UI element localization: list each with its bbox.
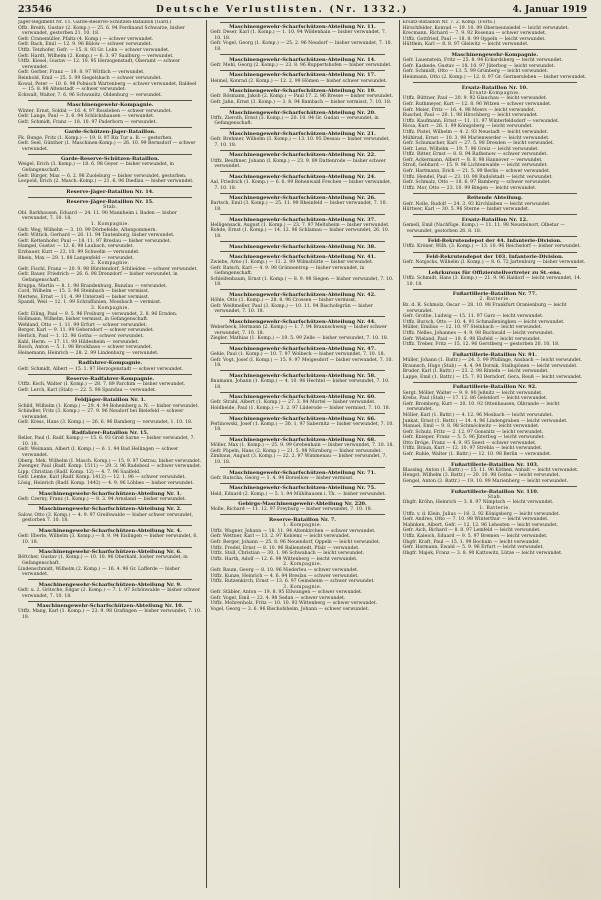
casualty-entry: Gefr. Bach, Emil — 12. 9. 96 Bülow — schwer verwundet. <box>18 42 152 48</box>
section-rule <box>28 100 192 101</box>
casualty-entry: Gefr. Grothe, Ludwig — 15. 11. 97 Garz — leicht verwundet. <box>402 314 544 320</box>
subsection-heading: 1. Kompagnie. <box>283 523 322 529</box>
casualty-entry: Gengel, Anton (3. Battr.) — 19. 10. 99 Marienberg — leicht verwundet. <box>402 479 569 485</box>
casualty-entry: Gefr. Meier, Fritz — 16. 4. 98 Moers — leicht verwundet. <box>402 107 536 113</box>
section-heading: Maschinengewehr-Scharfschützen-Abteilung Nr. 9. <box>38 581 182 588</box>
section-heading: Reserve-Jäger-Bataillon Nr. 15. <box>66 199 154 206</box>
casualty-entry: Gefr. Ratsch, Karl — 4. 9. 98 Grünnentrop — bisher verwundet, in Gefangenschaft. <box>210 265 365 277</box>
casualty-entry: Utffz. Rutzenkirch, Ernst — 13. 6. 97 Geinsheim — schwer verwundet. <box>210 579 375 585</box>
casualty-entry: Gefr. Kettenhofer, Paul — 18. 11. 97 Breslau — bisher verwundet. <box>18 238 172 244</box>
casualty-entry: Utffz. Kröner, Wilh. (3. Komp.) — 13. 10. 96 Reichsdorf — bisher verwundet. <box>402 244 581 250</box>
section-rule <box>413 289 577 290</box>
casualty-entry: Gefr. Nolle, Rudolf — 24. 3. 93 Kirchlaiben — leicht verwundet. <box>402 201 551 207</box>
casualty-entry: Utffz. Kaleich, Eduard — 9. 5. 97 Bremen — leicht verwundet. <box>402 534 548 539</box>
casualty-entry: Reinhold, Emil — 25. 5. 99 Siegelsbach — schwer verwundet. <box>18 75 162 81</box>
casualty-entry: Gefr. Brehmer, Wilhelm (3. Komp.) — 13. 10. 95 Dessau — bisher verwundet, 7. 10. 18. <box>210 137 390 148</box>
casualty-entry: Utffz. Stoll, Christian — 30. 1. 96 Schwabach — leicht verwundet. <box>210 551 365 557</box>
casualty-entry: Gefr. Rutscha, Georg — 1. 4. 94 Borsellow — bisher vermisst. <box>210 475 354 481</box>
section-rule <box>220 214 384 215</box>
section-rule <box>220 150 384 151</box>
casualty-entry: Blassing, Anton (1. Battr.) — 15. 11. 96 Köthen, Anhalt — leicht verwundet. <box>402 467 579 473</box>
casualty-entry: Obgfr. Kraft, Paul — 15. 1. 99 Bochum — leicht verwundet. <box>402 539 541 545</box>
column-middle <box>206 20 394 888</box>
section-rule <box>220 413 384 414</box>
section-heading: Maschinengewehr-Scharfschützen-Abteilung Nr. 2. <box>38 506 182 513</box>
casualty-entry: Zwenger, Paul (Radf. Komp. 1511) — 29. 3. 96 Radebeul — schwer verwundet. <box>18 464 202 470</box>
section-heading: Reitende Abteilung. <box>466 195 523 202</box>
casualty-entry: Utffz. Büttner, Paul — 20. 9. 92 Glauchau — leicht verwundet. <box>402 96 548 102</box>
casualty-entry: Gefr. Kress, Hans (3. Komp.) — 26. 6. 96 Bamberg — verwundet, 1. 10. 18. <box>18 420 193 426</box>
casualty-entry: Gefr. Schmalz, Otto — 18. 6. 97 Bamberg — schwer verwundet. <box>402 180 551 186</box>
casualty-entry: Lindenschmidt, Wilhelm (2. Komp.) — 16. 4. 96 Gr. Lafferde — bisher verwundet. <box>18 566 180 578</box>
casualty-entry: Gefr. Weg, Wilhelm — 3. 10. 99 Dörbefelde, Altenpommern. <box>18 227 157 233</box>
casualty-entry: Utffz. Fredel, Ernst — 8. 10. 96 Ballenstedt, Pfalz — verwundet. <box>210 545 360 551</box>
casualty-entry: Winter, Ernst, Soldat — 16. 4. 97 Rossleben — schwer verwundet. <box>18 108 172 114</box>
section-rule <box>220 54 384 55</box>
section-rule <box>220 343 384 344</box>
casualty-entry: Ricsa, Kurt — 26. 1. 99 Königsberg — leicht verwundet. <box>402 124 533 130</box>
casualty-entry: Gemell, Emil (Nachfüge. Komp.) — 11. 11. 98 Neusteinort, Olbetar — verwundet, gestorben 26. 8. 18. <box>402 223 565 234</box>
section-rule <box>413 214 577 215</box>
casualty-entry: Rhein, Max — 29. 1. 88 Langenfeld — verwundet. <box>18 255 134 261</box>
casualty-entry: Müller, Johann (1. Battr.) — 24. 5. 99 Pfullinge, Ansbach — leicht verwundet. <box>402 357 582 363</box>
page-header <box>18 2 587 18</box>
casualty-entry: Gefr. Seel, Günther (1. Maschinen-Komp.) — 26. 10. 99 Bernsdorf — schwer verwundet. <box>18 141 196 152</box>
casualty-entry: Möller, Karl (1. Battr.) — 4. 12. 96 Mosbach — leicht verwundet. <box>402 412 553 418</box>
subsection-heading: 3. Kompagnie. <box>90 305 130 311</box>
casualty-entry: Gefr. Eiling, Paul — 9. 5. 96 Freiburg — verwundet, 2. 8. 96 Ernden. <box>18 311 178 317</box>
casualty-entry: Bruder, Karl (I. Battr.) — 23. 2. 98 Rinteln — leicht verwundet. <box>402 369 549 375</box>
section-rule <box>413 486 577 487</box>
section-heading: Maschinengewehr-Scharfschützen-Abteilung Nr. 66. <box>229 415 376 422</box>
casualty-entry: Kruppa, Martin — 8. 1. 98 Brandenburg, Bunzlau — verwundet. <box>18 283 168 289</box>
section-rule <box>220 514 384 515</box>
subsection-heading: 1. Batterie. <box>479 506 511 512</box>
section-heading: Maschinengewehr-Scharfschützen-Abteilung Nr. 10. <box>36 603 184 610</box>
casualty-entry: Gefr. Hartmann, Erich — 21. 5. 99 Berlin — schwer verwundet. <box>402 169 551 175</box>
section-heading: Fußartillerie-Bataillon Nr. 103. <box>451 461 539 468</box>
issue-date: 4. Januar 1919 <box>512 4 587 15</box>
casualty-entry: Böttcher, Gustav (1. Komp.) — 10. 10. 96 Oberkahl, bisher verwundet, in Gefangenschaft. <box>18 555 188 566</box>
section-heading: Maschinengewehr-Scharfschützen-Abteilung Nr. 60. <box>229 394 376 401</box>
casualty-entry: Gefr. Pöpeln, Hans (2. Komp.) — 21. 5. 98 Nürnberg — bisher verwundet. <box>210 448 382 454</box>
casualty-entry: Gefr. Lauenstein, Fritz — 25. 8. 94 Eckardsberg — leicht verwundet. <box>402 58 563 64</box>
section-rule <box>413 459 577 460</box>
section-rule <box>28 488 192 489</box>
casualty-entry: Utffz. Mohrenholz, Fritz — 10. 10. 93 Wittenberg — schwer verwundet. <box>210 601 378 607</box>
section-heading: Maschinengewehr-Scharfschützen-Abteilung Nr. 11. <box>229 24 376 30</box>
section-rule <box>220 86 384 87</box>
casualty-entry: Hüttwer, Karl — 30. 5. 96 Sterne — bisher verwundet. <box>402 207 530 213</box>
casualty-entry: Held, Eduard (2. Komp.) — 5. 1. 94 Mühlhausen i. Th. — bisher verwundet. <box>210 491 386 497</box>
casualty-entry: Gefr. Harmann, Ewald — 5. 9. 96 Erfurt — leicht verwundet. <box>402 545 544 551</box>
section-heading: Maschinengewehr-Scharfschützen-Abteilung Nr. 19. <box>229 88 376 95</box>
casualty-entry: Utffz. Bursch, Otto — 10. 4. 91 Schmalleningken — leicht verwundet. <box>402 319 565 325</box>
section-rule <box>413 82 577 83</box>
casualty-entry: Jäger-Regiment Nr. 11. Garde-Reserve-Schützen-Bataillon (Gard.) <box>18 20 172 25</box>
casualty-entry: Utffz. Treber, Fritz — 15. 12. 96 Gerstberg — gestorben 20. 10. 18. <box>402 342 560 348</box>
casualty-entry: Utffz. Beuthner, Johann (I. Komp.) — 23. 9. 89 Dattenrode — bisher schwer verwundet. <box>210 158 386 170</box>
section-rule <box>220 171 384 172</box>
casualty-entry: Braunsch, Hugo (Stab) — 4. 4. 94 Dornik, Stallupönen — leicht verwundet. <box>402 363 578 369</box>
casualty-entry: Gefr. Schumacher, Karl — 27. 5. 98 Dresden — leicht verwundet. <box>402 141 555 147</box>
section-rule <box>220 467 384 468</box>
casualty-entry: Höhle, Otto (1. Komp.) — 28. 8. 96 Crossen — bisher vermisst. <box>210 298 357 304</box>
section-heading: Maschinengewehr-Scharfschützen-Abteilung Nr. 75. <box>229 485 376 492</box>
section-heading: Lehrkursus für Offizierstellvertreter zu St.-ens. <box>428 269 562 276</box>
casualty-entry: Schleifenbaum, Ernst (1. Komp.) — 8. 9. 98 Siegen — bisher verwundet, 7. 10. 18. <box>210 276 394 288</box>
section-heading: Maschinengewehr-Scharfschützen-Abteilung Nr. 42. <box>229 291 376 298</box>
casualty-entry: Utffz. v. d. Klein, Julius — 18. 3. 92 Königsberg — leicht verwundet. <box>402 511 561 517</box>
section-heading: Maschinengewehr-Scharfschützen-Abteilung Nr. 41. <box>229 253 376 260</box>
section-rule <box>28 547 192 548</box>
page-number: 23546 <box>18 4 53 15</box>
section-heading: Reserve-Jäger-Bataillon Nr. 14. <box>66 188 154 195</box>
publication-title: Deutsche Verlustlisten. (Nr. 1332.) <box>155 4 409 15</box>
casualty-entry: Zimbaus, August (3. Komp.) — 22. 2. 97 Wimmenau — bisher verwundet, 7. 10. 18. <box>210 454 387 465</box>
subsection-heading: 2. Batterie. <box>479 297 511 303</box>
casualty-entry: Gefr. Berger, Johann — 25. 8. 96 Neuendorf, Oppeln — leicht verwundet. <box>210 539 381 545</box>
section-heading: Maschinengewehr-Scharfschützen-Abteilung Nr. 22. <box>229 152 376 159</box>
section-rule <box>220 241 384 242</box>
section-rule <box>28 358 192 359</box>
section-rule <box>413 193 577 194</box>
casualty-entry: Utffz. Braun, Kurt — 12. 10. 97 Strehla — leicht verwundet. <box>402 446 543 452</box>
casualty-entry: Ziegler, Mathias (1. Komp.) — 19. 5. 99 Zelle — bisher verwundet, 7. 10. 18. <box>210 336 389 342</box>
section-rule <box>28 127 192 128</box>
section-rule <box>413 252 577 253</box>
section-heading: Maschinengewehr-Scharfschützen-Abteilung Nr. 47. <box>229 345 376 352</box>
section-heading: Fußartillerie-Bataillon Nr. 110. <box>451 488 539 495</box>
casualty-entry: Kowal, Peter — 10. 6. 98 Polnisch Wartenberg — schwer verwundet, Baldeel — 15. 8. 98 Altenstadt — schwer verwundet. <box>18 81 197 93</box>
section-heading: Maschinengewehr-Scharfschützen-Abteilung Nr. 4. <box>38 527 182 534</box>
subsection-heading: 3. Kompagnie. <box>283 584 322 590</box>
casualty-entry: Gefr. Wieland, Paul — 18. 6. 98 Eisfeld — leicht verwundet. <box>402 336 542 342</box>
casualty-entry: Utffz. Zieroth, Ernst (3. Komp.) — 20. 10. 94 Gr. Gudan — verwundet, in Gefangenschaft. <box>210 115 379 127</box>
casualty-entry: Vogel, Georg — 3. 6. 96 Bischofsheim, Johann — schwer verwundet. <box>210 607 370 613</box>
casualty-entry: Gefr. Ackermann, Albert — 8. 8. 98 Hannover — verwundet. <box>402 157 543 163</box>
section-rule <box>28 525 192 526</box>
casualty-entry: Leopold, Erich (2. Masch.-Komp.) — 21. 6. 96 Diedlau — bisher verwundet. <box>18 179 194 185</box>
casualty-entry: Molle, Richard — 11. 12. 97 Freyburg — bisher verwundet, 7. 10. 18. <box>210 507 373 513</box>
casualty-entry: Hüttlein, Karl — 8. 8. 97 Gleiwitz — leicht verwundet. <box>402 42 529 48</box>
casualty-entry: Möller, Max (1. Komp.) — 25. 9. 99 Grebenhain — bisher verwundet, 7. 10. 18. <box>210 443 394 449</box>
casualty-entry: Gefr. Vogel, Emil — 22. 4. 98 Sedan — schwer verwundet. <box>210 595 346 601</box>
casualty-entry: Gefr. Fischl, Franz — 20. 9. 98 Bürstendorf, Schlieiden — schwer verwundet. <box>18 266 198 272</box>
casualty-entry: Stroll, Gebhard — 15. 9. 96 Lichtenwalde — leicht verwundet. <box>402 163 548 169</box>
casualty-entry: Mahnken, Albert, Gefr. — 12. 12. 96 Lehesten — leicht verwundet. <box>402 522 559 528</box>
casualty-entry: Utffz. Schmidt, Hans (3. Komp.) — 21. 9. 96 Haldorf — leicht verwundet, 14. 10. 18. <box>402 276 582 287</box>
casualty-entry: Gefr. Lerch, Karl (Stab) — 22. 5. 98 Spandau — verwundet. <box>18 387 157 393</box>
casualty-entry: Aal, Friedrich (1. Komp.) — 6. 6. 99 Rehenwald Frechen — bisher verwundet, 7. 10. 18. <box>210 179 392 191</box>
casualty-entry: Junkat, Ernst (1. Battr.) — 14. 4. 96 Lindengraben — leicht verwundet. <box>402 418 568 424</box>
casualty-entry: Wehland, Otto — 1. 11. 99 Erfurt — schwer verwundet. <box>18 322 147 328</box>
section-heading: Maschinengewehr-Scharfschützen-Abteilung Nr. 14. <box>229 56 376 63</box>
casualty-entry: Cord, Wilhelm — 15. 3. 96 Steinbach — bisher vermisst. <box>18 289 150 295</box>
casualty-entry: Hollmann, Wilhelm, bisher vermisst, in Gefangenschaft. <box>18 317 149 323</box>
section-heading: Feld-Rekrutendepot der 103. Infanterie-Division. <box>426 254 564 261</box>
casualty-entry: Gefr. Ruthmeyer, Kurt — 12. 8. 96 Witzen — schwer verwundet. <box>402 101 552 107</box>
casualty-entry: Krecmann, Richard — 7. 9. 92 Rosenau — schwer verwundet. <box>402 31 547 37</box>
casualty-entry: Gefr. Cranemüller, Pfaltz (4. Komp.) — schwer verwundet. <box>18 36 154 42</box>
casualty-entry: Gefr. Lemke, Karl (Radf. Komp. 1412) — 12. 1. 96 — schwer verwundet. <box>18 475 186 481</box>
section-heading: Garde-Schützen-Jäger-Bataillon. <box>64 129 156 136</box>
casualty-entry: Gefr. Bromberg, Kurt — 20. 10. 92 Ottenhausen, Olbrande — leicht verwundet. <box>402 401 560 413</box>
casualty-entry: Utffz. Mang, Karl (1. Komp.) — 23. 9. 98 Grafingen — bisher verwundet, 7. 10. 18. <box>18 609 202 620</box>
casualty-entry: Gefr. Czerny, Franz (1. Komp.) — 8. 3. 94 Arnsland — bisher verwundet. <box>18 496 187 502</box>
section-rule <box>28 579 192 580</box>
casualty-entry: Lappe, Emil (1. Battr.) — 15. 7. 93 Berndorf, Gera, Reuß — leicht verwundet. <box>402 374 583 380</box>
casualty-entry: Ersatz-Bataillon Nr. 7. 2. Komp. (Forts.) <box>402 20 496 25</box>
casualty-entry: Gefr. Eberle, Wilhelm (3. Komp.) — 8. 9. 94 Eislingen — bisher verwundet, 6. 10. 18. <box>18 534 198 545</box>
casualty-entry: Hengst, Wilhelm (3. Battr.) — 20. 10. 98 Gotha — leicht verwundet. <box>402 473 560 479</box>
casualty-entry: Spandl, Weil — 12. 1. 99 Schraffanien, Mossbach — vermisst. <box>18 300 162 306</box>
section-rule <box>28 601 192 602</box>
casualty-entry: Gefr. Aich, Richard — 8. 8. 97 Lemfeld — leicht verwundet. <box>402 528 541 534</box>
section-heading: Maschinengewehr-Scharfschützen-Abteilung Nr. 71. <box>229 469 376 476</box>
section-heading: Reserve-Bataillon Nr. 7. <box>268 516 336 523</box>
casualty-entry: Weberbeck, Hermann (2. Komp.) — 1. 7. 94 Braunschweig — bisher schwer verwundet, 7. 10. 18. <box>210 325 387 336</box>
casualty-entry: Gefr. Stäbler, Anton — 19. 8. 95 Ellwangen — schwer verwundet. <box>210 590 363 596</box>
casualty-entry: Gefr. Bauer, Friedrich — 26. 6. 98 Drenzdorf — bisher verwundet, in Gefangenschaft. <box>18 272 178 283</box>
casualty-entry: Gefr. Weimann, Albert (I. Komp.) — 6. 1. 94 Bad Hellingen — schwer verwundet. <box>18 447 179 459</box>
section-heading: Maschinengewehr-Scharfschützen-Abteilung Nr. 20. <box>229 109 376 116</box>
casualty-entry: Holdheide, Paul (1. Komp.) — 3. 2. 97 Lüderode — bisher vermisst, 7. 10. 18. <box>210 406 391 412</box>
column-left <box>18 20 202 888</box>
casualty-entry: Utffz. Harth, Adolf — 12. 6. 98 Wittenberg — leicht verwundet. <box>210 556 358 562</box>
casualty-entry: Heinmann, Otto (2. Komp.) — 12. 8. 97 Gr. Germersleben — bisher verwundet. <box>402 74 587 80</box>
casualty-entry: Rohde, Ernst (1. Komp.) — 14. 12. 96 Schlamau — bisher verwundet, 26. 10. 18. <box>210 228 390 239</box>
section-heading: Feld-Rekrutendepot der 44. Infanterie-Division. <box>427 238 562 245</box>
casualty-entry: Utffz. Tetzhofer, Gefr. — 15. 8. 93 Gr. Lohn — schwer verwundet. <box>18 47 170 53</box>
section-rule <box>28 374 192 375</box>
section-rule <box>28 504 192 505</box>
casualty-entry: Lösig, Heinrich (Radf. Komp. 1442) — 4. 9. 96 Löbbes — bisher verwundet. <box>18 481 194 487</box>
casualty-entry: Gefr. Wettner, Karl — 13. 2. 97 Koblenz — leicht verwundet. <box>210 534 351 540</box>
section-heading: Radfahrer-Kompagnie. <box>78 360 143 367</box>
column-right <box>399 20 587 888</box>
casualty-entry: Gefr. Vogt, Josef (I. Komp.) — 15. 9. 97 Meigesdorf — bisher verwundet, 7. 10. 18. <box>210 357 393 369</box>
section-rule <box>220 392 384 393</box>
section-heading: Garde-Reserve-Schützen-Bataillon. <box>60 156 160 163</box>
casualty-entry: Utffz. Mor, Otto — 23. 10. 99 Bingen — leicht verwundet. <box>402 185 537 191</box>
casualty-entry: Gefr. Schulz, Fritz — 2. 12. 97 Gonsnitz — leicht verwundet. <box>402 429 544 435</box>
section-heading: Maschinengewehr-Scharfschützen-Abteilung Nr. 17. <box>229 72 376 79</box>
section-rule <box>28 395 192 396</box>
section-rule <box>220 435 384 436</box>
casualty-entry: Helligensack, August (1. Komp.) — 23. 7. 97 Meltsheim — bisher verwundet. <box>210 222 390 228</box>
casualty-entry: Gefr. Jahn, Ernst (3. Komp.) — 3. 8. 94 Bambach — bisher vermisst, 7. 10. 18. <box>210 99 392 105</box>
casualty-entry: Gefr. Schmidt, Albert — 15. 1. 97 Herzogenstadt — schwer verwundet. <box>18 366 184 372</box>
casualty-entry: Gefr. Andres, Otto — 7. 10. 98 Winterthur — leicht verwundet. <box>402 517 549 523</box>
casualty-entry: Gefr. Weißmeller, Paul (3. Komp.) — 10. 11. 94 Bischofsgrün — bisher verwundet, 7. 10. 18. <box>210 303 373 315</box>
section-rule <box>220 193 384 194</box>
casualty-entry: Gefr. Hardt, Wilhelm (2. Komp.) — 6. 3. 97 Saalburg — verwundet. <box>18 53 174 59</box>
section-rule <box>220 251 384 252</box>
casualty-entry: Ruschel, Paul — 20. 1. 98 Hirschberg — leicht verwundet. <box>402 113 539 119</box>
subsection-heading: 2. Kompagnie. <box>90 261 130 267</box>
section-heading: Fußartillerie-Bataillon Nr. 92. <box>452 384 537 391</box>
section-rule <box>220 289 384 290</box>
casualty-entry: Bz. d. R. Schmolz, Oscar — 28. 10. 98 Frankfurt Oranienburg — leicht verwundet. <box>402 303 567 314</box>
casualty-entry: Utffz. Wagner, Johann — 18. 11. 94 Altenkirchen — schwer verwundet. <box>210 528 376 534</box>
casualty-entry: Müller, Emilius — 12. 10. 97 Steinbach — leicht verwundet. <box>402 325 543 331</box>
section-rule <box>220 483 384 484</box>
casualty-entry: Utffz. Pistel, Wilhelm — 4. 2. 93 Neustadt — leicht verwundet. <box>402 129 549 135</box>
casualty-entry: Eckwalt, Walter, 7. 6. 96 Schwanitz, Oldenburg — verwundet. <box>18 92 163 98</box>
section-heading: Maschinengewehr-Scharfschützen-Abteilung Nr. 21. <box>229 130 376 137</box>
casualty-entry: Obl. Barkhausen, Eduard — 24. 11. 90 Mannheim i. Baden — bisher verwundet, 7. 10. 18. <box>18 210 177 222</box>
section-heading: Maschinengewehr-Scharfschützen-Abteilung Nr. 37. <box>229 216 376 223</box>
casualty-entry: Salow, Otto (3. Komp.) — 4. 9. 97 Greifswalde — bisher schwer verwundet, gestorben 7. 10. 18. <box>18 512 193 524</box>
section-rule <box>413 267 577 268</box>
section-heading: Feldjäger-Bataillon Nr. 1. <box>74 397 146 404</box>
casualty-entry: Gefr. Wittich, Gerhard — 26. 11. 94 Tautenburg, bisher verwundet. <box>18 233 175 239</box>
casualty-entry: Gehle, Paul (1. Komp.) — 10. 7. 97 Wolbeck — bisher verwundet, 7. 10. 18. <box>210 352 385 358</box>
section-heading: Maschinengewehr-Scharfschützen-Abteilung Nr. 68. <box>229 437 376 443</box>
subsection-heading: 1. Kompagnie. <box>90 222 130 228</box>
casualty-entry: Offz. Breith, Gustav (2. Komp.) — 25. 6. 94 Ferdinand Schwarze, bisher verwundet, gestorben 21. 10. 18. <box>18 25 185 37</box>
section-heading: Maschinengewehr-Scharfschützen-Abteilung Nr. 58. <box>229 372 376 379</box>
casualty-entry: Obgfr. Kröhn, Heinrich — 3. 8. 97 Nimptsch — leicht verwundet. <box>402 500 554 506</box>
casualty-entry: Sergt. Möller, Walter — 9. 9. 90 Jeßnitz — leicht verwundet. <box>402 390 543 396</box>
section-rule <box>413 236 577 237</box>
subsection-heading: Ersatz-Kompagnie. <box>469 90 521 96</box>
text-columns <box>18 20 587 888</box>
section-heading: Maschinengewehr-Scharfschützen-Abteilung Nr. 6. <box>38 549 182 556</box>
casualty-entry: Perlinowski, Josef (1. Komp.) — 30. 1. 97 Sabernitz — bisher verwundet, 7. 10. 18. <box>210 421 394 433</box>
subsection-heading: Stab. <box>487 494 502 500</box>
casualty-entry: Gefr. Lenz, Wilhelm — 19. 7. 96 Greiz — leicht verwundet. <box>402 146 539 152</box>
casualty-entry: Utffz. Nelles, Johannes — 4. 9. 98 Buchwald — leicht verwundet. <box>402 330 554 336</box>
casualty-entry: Utffz. Hendel, Paul — 23. 10. 98 Rudolstadt — leicht verwundet. <box>402 174 553 180</box>
section-heading: Radfahrer-Bataillon Nr. 15. <box>71 430 149 437</box>
casualty-entry: Gefr. Nonjocks, Wilhelm (I. Komp.) — 8. 6. 72 Jartenburg — bisher verwundet. <box>402 260 586 266</box>
casualty-entry: Utffz. Koch, Walter (I. Komp.) — 28. 7. 89 Parchim — bisher verwundet. <box>18 382 186 388</box>
casualty-entry: Schindler, Fritz (3. Komp.) — 27. 9. 96 Neudorf bei Bielefeld — schwer verwundet. <box>18 409 184 420</box>
casualty-entry: Gefr. Kaskede, Gustav — 18. 10. 97 Jüterbog — leicht verwundet. <box>402 63 556 69</box>
casualty-entry: Utffz. Kunze, Heinrich — 4. 6. 94 Breslau — schwer verwundet. <box>210 573 359 579</box>
section-rule <box>413 49 577 50</box>
section-rule <box>220 70 384 71</box>
casualty-entry: Mühlrad, Ernst — 10. 3. 98 Marienwerder — leicht verwundet. <box>402 135 550 141</box>
subsection-heading: 2. Kompagnie. <box>283 562 322 568</box>
casualty-entry: Gefr. Vogel, Georg (1. Komp.) — 25. 2. 96 Neudorf — bisher verwundet, 7. 10. 18. <box>210 41 393 52</box>
casualty-entry: Gefr. Ruhle, Walter (1. Battr.) — 12. 10. 98 Berlin — verwundet. <box>402 452 552 458</box>
casualty-entry: Gefr. Lange, Paul — 3. 6. 94 Schlickshausen — verwundet. <box>18 114 155 120</box>
section-rule <box>28 154 192 155</box>
casualty-entry: Utffz. Gottfried, Paul — 18. 8. 99 Oppeln — leicht verwundet. <box>402 36 546 42</box>
casualty-entry: Weigel, Erich (3. Komp.) — 18. 6. 98 Geyer — bisher verwundet, in Gefangenschaft. <box>18 162 175 174</box>
casualty-entry: Utffz. Kiesel, Gustav — 12. 10. 95 Herzogenstadt, Oberamt — schwer verwundet. <box>18 59 181 70</box>
section-rule <box>220 370 384 371</box>
casualty-entry: Gefr. Schmidt, Franz — 18. 10. 97 Paderborn — verwundet. <box>18 119 157 125</box>
section-rule <box>28 197 192 198</box>
casualty-entry: Utffz. Ritter, Ernst — 8. 8. 94 Rathenow — schwer verwundet. <box>402 152 548 158</box>
section-heading: Maschinengewehr-Scharfschützen-Abteilung Nr. 1. <box>38 490 182 497</box>
casualty-entry: Rosch, Anton — 5. 1. 98 Brockhaus — schwer verwundet. <box>18 345 153 351</box>
casualty-entry: Baumann, Johann (1. Komp.) — 4. 10. 96 Hechtel — bisher verwundet, 7. 10. 18. <box>210 379 390 390</box>
section-heading: Maschinengewehr-Scharfschützen-Abteilung Nr. 26. <box>229 195 376 202</box>
casualty-entry: Gefr. Bürger, Max — 6. 2. 98 Zuoleburg — bisher verwundet, gestorben. <box>18 173 187 179</box>
casualty-entry: Gefr. Knieper, Franz — 5. 5. 96 Jüterbog — leicht verwundet. <box>402 435 545 441</box>
section-heading: Maschinengewehr-Scharfschützen-Abteilung Nr. 38. <box>229 243 376 250</box>
casualty-entry: Reller, Paul (I. Radf. Komp.) — 15. 6. 93 Groß Sarne — bisher verwundet, 7. 10. 18. <box>18 436 195 447</box>
casualty-entry: Heinemann, Heinrich — 28. 2. 99 Lindenburg — verwundet. <box>18 350 159 356</box>
casualty-entry: Gefr. Schmidt, Otto — 13. 5. 99 Grünberg — leicht verwundet. <box>402 69 549 75</box>
casualty-entry: Schild, Wilhelm (1. Komp.) — 29. 4. 94 Bohemberg a. N. — bisher verwundet. <box>18 403 199 409</box>
casualty-entry: Gefr. Deser, Karl (1. Komp.) — 1. 10. 94 Wildenhain — bisher verwundet, 7. 10. 18. <box>210 30 387 41</box>
casualty-entry: Fk. Runge, Fritz (1. Komp.) — 19. 8. 97 Rix Tur a. B. — gestorben. <box>18 135 173 141</box>
section-heading: Gebirgs-Maschinengewehr-Abteilung Nr. 220. <box>238 501 367 508</box>
section-heading: Fußartillerie-Bataillon Nr. 77. <box>452 291 537 298</box>
casualty-entry: Herlich, Paul — 1. 12. 96 Gotha — schwer verwundet. <box>18 333 144 339</box>
section-rule <box>413 382 577 383</box>
section-rule <box>220 22 384 23</box>
section-heading: Fußartillerie-Bataillon Nr. 91. <box>452 351 537 358</box>
casualty-entry: Gefr. u. 2. Gritsche, Edgar (2. Komp.) — 7. 1. 97 Schönwalde — bisher schwer verwundet, 7. 10. 18. <box>18 587 201 599</box>
casualty-entry: Kahl, Herm. — 17. 11. 99 Hildesheim — verwundet. <box>18 339 139 345</box>
casualty-entry: Bartsch, Emil (3. Komp.) — 25. 11. 99 Rheinfeld — bisher verwundet, 7. 10. 18. <box>210 201 387 212</box>
section-rule <box>220 107 384 108</box>
casualty-entry: Hampel, Gustav — 12. 6. 98 Laubach, verwundet. <box>18 244 134 250</box>
section-heading: Ersatz-Bataillon Nr. 12. <box>461 216 528 223</box>
section-heading: Ersatz-Bataillon Nr. 10. <box>461 84 528 91</box>
casualty-entry: Gefr. Rösmann, Jakob (2. Komp.) — Paul 17. 2. 96 Bresse — bisher verwundet. <box>210 94 393 100</box>
casualty-entry: Zwiebe, Arno (1. Komp.) — 11. 2. 99 Wilmshütte — bisher verwundet. <box>210 259 374 265</box>
casualty-entry: Berger, Karl — 9. 11. 99 Gebersdorf — schwer verwundet. <box>18 328 155 334</box>
casualty-entry: Obgfr. Majek, Franz — 3. 8. 90 Kattowitz, Lütze — leicht verwundet. <box>402 550 563 556</box>
section-rule <box>413 349 577 350</box>
section-rule <box>220 499 384 500</box>
casualty-entry: Manuel, Emil — 9. 8. 98 Schmöckwitz — leicht verwundet. <box>402 424 540 430</box>
subsection-heading: Stab. <box>103 205 118 211</box>
section-heading: Maschinengewehr-Kompagnie. <box>66 102 154 109</box>
section-rule <box>220 128 384 129</box>
casualty-entry: Lipp, Christian (Radf. Komp. 12) — 4. 7. 96 Saalfeld. <box>18 469 141 475</box>
section-heading: Reserve-Radfahrer-Kompagnie. <box>66 376 155 383</box>
casualty-entry: Mertens, Ernst — 11. 4. 99 Unterzell — bisher vermisst. <box>18 294 150 300</box>
section-heading: Maschinengewehr-Scharfschützen-Abteilung Nr. 24. <box>229 173 376 180</box>
section-rule <box>28 186 192 187</box>
section-heading: Maschinengewehr-Kompagnie. <box>451 51 539 58</box>
section-rule <box>28 428 192 429</box>
casualty-entry: Erzbauer, Kurt — 23. 10. 99 Schwelm — verwundet. <box>18 250 140 256</box>
section-heading: Maschinengewehr-Scharfschützen-Abteilung Nr. 44. <box>229 318 376 325</box>
casualty-entry: Utffz. Kaufmann, Ernst — 11. 11. 97 Winterfeldsdorf — verwundet. <box>402 118 560 124</box>
casualty-entry: Gefr. Mehl, Georg (2. Komp.) — 23. 8. 96 Ruppertshofen — bisher verwundet. <box>210 62 392 68</box>
casualty-entry: Gefr. Strahl, Albert (1. Komp.) — 27. 3. 94 Mortel — bisher verwundet. <box>210 400 376 406</box>
casualty-entry: Gefr. Baum, Georg — 8. 10. 96 Niederleu — schwer verwundet. <box>210 567 359 573</box>
casualty-entry: Hirschfelder, Konrad — 19. 10. 99 Oberneunsiedel — leicht verwundet. <box>402 25 569 31</box>
casualty-entry: Krebs, Paul (Stab) — 17. 12. 86 Gelstdorf — leicht verwundet. <box>402 396 548 402</box>
section-rule <box>220 316 384 317</box>
casualty-entry: Otto Dröge, Franz — 4. 9. 95 Soest — schwer verwundet. <box>402 440 537 446</box>
casualty-entry: Gefr. Gerber, Franz — 19. 8. 97 Wittlich — verwundet. <box>18 70 145 76</box>
casualty-entry: Heimel, Konrad (2. Komp.) — 12. 2. 99 Hömen — bisher schwer verwundet. <box>210 78 387 84</box>
casualty-entry: Oberg. Mek, Wilhelm (I. Masch. Komp.) — 15. 9. 97 Ostrau, bisher verwundet. <box>18 458 202 464</box>
